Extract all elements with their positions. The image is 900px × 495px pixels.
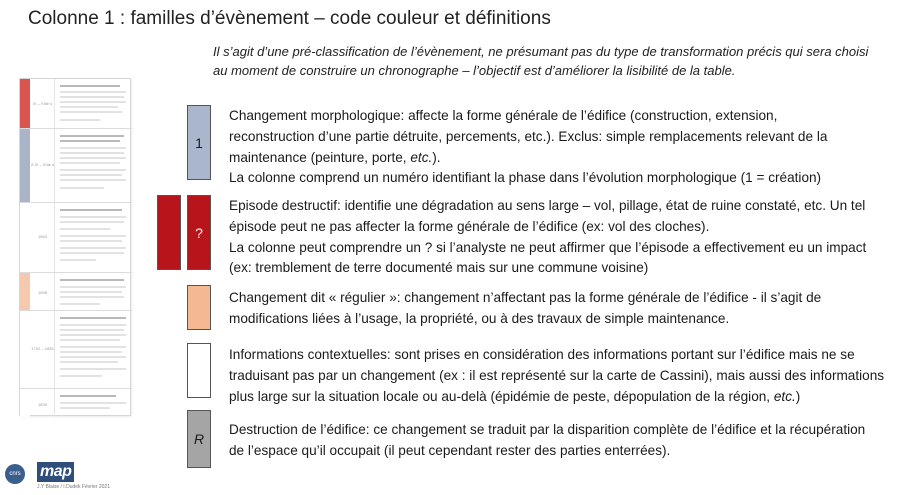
definition-line: épisode peut ne pas affecter la forme générale de l’édifice (ex: vol des cloches). (229, 218, 710, 234)
thumbnail-row (20, 311, 132, 389)
definition-line: La colonne comprend un numéro identifiant la phase dans l’évolution morphologique (1 = création) (229, 170, 822, 186)
row-heading (60, 317, 126, 319)
definition-line: Changement morphologique: affecte la forme générale de l’édifice (construction, extension, (229, 108, 778, 123)
definition-regular (229, 288, 821, 330)
row-date: 1698 (38, 289, 47, 295)
definition-morphological (229, 106, 827, 189)
row-date: A XI – XIIIe s (31, 161, 55, 167)
code-label: 1 (195, 134, 203, 151)
definition-contextual (229, 345, 884, 407)
row-color-swatch (20, 79, 30, 128)
row-date: 1653 (38, 234, 47, 240)
map-logo: map (37, 462, 74, 482)
row-date: XI – XIIIe s (32, 101, 53, 107)
row-heading (60, 135, 124, 137)
row-heading (60, 395, 116, 397)
definition-line: (ex: tremblement de terre documenté mais sur une commune voisine) (229, 260, 649, 276)
definition-destructive (229, 196, 866, 279)
row-heading (60, 209, 122, 211)
row-date: 1839 (38, 401, 47, 407)
definition-line: plus large sur la situation locale ou au-delà (épidémie de peste, dépopulation de la région, etc.) (229, 388, 801, 404)
definition-line: Destruction de l’édifice: ce changement se traduit par la disparition complète de l’édifice et la récupération (229, 422, 866, 437)
row-color-swatch (20, 311, 30, 388)
definition-line: modifications liées à l’usage, la propriété, ou à des travaux de simple maintenance. (229, 310, 730, 326)
definition-line: de l’espace qu’il occupait (il peut cependant rester des parties enterrées). (229, 442, 671, 458)
page-title: Colonne 1 : familles d’évènement – code couleur et définitions (28, 8, 551, 29)
definition-line: Episode destructif: identifie une dégradation au sens large – vol, pillage, état de ruine constaté, etc. Un tel (229, 198, 866, 213)
code-box-morphological (187, 105, 211, 180)
page-subtitle: Il s’agit d’une pré-classification de l’évènement, ne présumant pas du type de transformation précis qui sera choisi au moment de construire un chronographe – l’objectif est d’améliorer la lisibilité de la table. (213, 44, 869, 78)
definition-line: Informations contextuelles: sont prises en considération des informations portant sur l’édifice mais ne se (229, 347, 855, 362)
thumbnail-row (20, 79, 132, 129)
row-heading (60, 85, 120, 87)
code-label: R (193, 431, 205, 447)
thumbnail-row (20, 203, 132, 273)
code-box-regular (187, 285, 211, 330)
thumbnail-row (20, 389, 132, 417)
row-heading (60, 279, 124, 281)
row-color-swatch (20, 203, 30, 272)
definition-line: Changement dit « régulier »: changement n’affectant pas la forme générale de l’édifice - il s’agit de (229, 290, 822, 305)
definition-destruction (229, 420, 865, 462)
cnrs-logo: cnrs (5, 464, 25, 484)
credit-text: J.Y Blaise / I.Dudek Février 2021 (37, 484, 110, 490)
logo-area (5, 462, 125, 492)
code-box-destructive (187, 195, 211, 270)
row-color-swatch (20, 273, 30, 310)
thumbnail-row (20, 273, 132, 311)
row-date: 1702 – 1835 (31, 345, 54, 351)
definition-line: reconstruction d’une partie détruite, percements, etc.). Exclus: simple remplacements relevant de la (229, 128, 828, 144)
code-box-destructive-plain (157, 195, 181, 270)
row-color-swatch (20, 129, 30, 202)
row-color-swatch (20, 389, 30, 417)
definition-line: maintenance (peinture, porte, etc.). (229, 149, 441, 165)
table-thumbnail (19, 78, 131, 416)
definition-line: traduisant pas par un changement (ex : il est représenté sur la carte de Cassini), mais aussi des informations (229, 367, 885, 383)
code-box-contextual (187, 343, 211, 398)
code-box-destruction (187, 410, 211, 468)
thumbnail-row (20, 129, 132, 203)
code-label: ? (195, 224, 203, 241)
definition-line: La colonne peut comprendre un ? si l’analyste ne peut affirmer que l’épisode a effectivement eu un impact (229, 239, 867, 255)
